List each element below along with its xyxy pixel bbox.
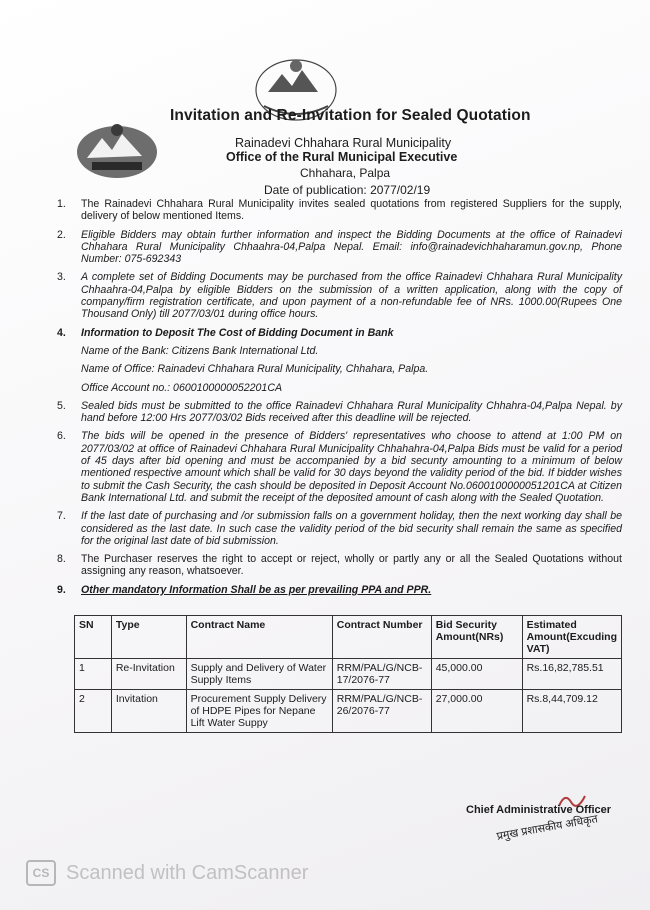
list-item: 1. The Rainadevi Chhahara Rural Municipality invites sealed quotations from registered Suppliers for the supply, delivery of below mentioned Items. [57, 198, 622, 223]
contracts-table [74, 615, 622, 733]
list-item: 5. Sealed bids must be submitted to the office Rainadevi Chhahara Rural Municipality Chhahra-04,Palpa Nepal. by hand before 12:00 Hrs 2077/03/02 Bids received after this deadline will be rejected. [57, 399, 622, 425]
table-cell: Rs.16,82,785.51 [522, 659, 621, 690]
office-location: Chhahara, Palpa [300, 166, 391, 180]
column-header: Type [111, 616, 186, 659]
publication-date: Date of publication: 2077/02/19 [264, 183, 431, 197]
emblem-icon [72, 120, 162, 182]
table-cell: 1 [75, 659, 112, 690]
signatory-title: Chief Administrative Officer [466, 804, 612, 816]
scanner-watermark [26, 860, 308, 886]
table-cell: Rs.8,44,709.12 [522, 690, 621, 733]
list-item: 3. A complete set of Bidding Documents may be purchased from the office Rainadevi Chhahara Rural Municipality Chhaahra-04,Palpa by eligible Bidders on the submission of a written application, along with the copy of company/firm registration certificate, and upon payment of a non-refundable fee of NRs. 1000.00(Rupees One Thousand Only) till 2077/03/01 during office hours. [57, 271, 622, 321]
list-item: 4. Information to Deposit The Cost of Bidding Document in Bank [57, 326, 394, 339]
bank-office-name: Name of Office: Rainadevi Chhahara Rural Municipality, Chhahara, Palpa. [81, 363, 429, 376]
stamp-text: प्रमुख प्रशासकीय अधिकृत [495, 813, 599, 843]
column-header: SN [75, 616, 112, 659]
list-item: 7. If the last date of purchasing and /or submission falls on a government holiday, then the next working day shall be considered as the last date. In such case the validity period of the bid security shall remain the same as specified for the original last date of bid submission. [57, 510, 622, 547]
list-item: 6. The bids will be opened in the presence of Bidders' representatives who choose to attend at 1:00 PM on 2077/03/02 at office of Rainadevi Chhahara Rural Municipality Chhahahra-04,Palpa Bids must be valid for a period of 45 days after bid opening and must be accompanied by a bid secunty amounting to a minimum of below mentioned respective amount which shall be valid for 30 days beyond the validity period of the bid. If bidder wishes to submit the Cash Security, the cash should be deposited in Deposit Account No.0600100000051201CA at Citizen Bank International Ltd. and submit the receipt of the deposited amount of cash along with the Sealed Quotation. [57, 430, 622, 504]
table-cell: 45,000.00 [431, 659, 522, 690]
bank-name: Name of the Bank: Citizens Bank International Ltd. [81, 344, 319, 357]
table-header-row [75, 616, 622, 659]
office-name: Office of the Rural Municipal Executive [226, 150, 458, 164]
table-cell: Supply and Delivery of Water Supply Items [186, 659, 332, 690]
list-item: 8. The Purchaser reserves the right to accept or reject, wholly or partly any or all the Sealed Quotations without assigning any reason, whatsoever. [57, 553, 622, 578]
list-item: 2. Eligible Bidders may obtain further information and inspect the Bidding Documents at the office of Rainadevi Chhahara Rural Municipality Chhaahra-04,Palpa Nepal. Email: info@rainadevichhaharamun.gov.np, Phone Number: 075-692343 [57, 228, 622, 266]
municipality-name: Rainadevi Chhahara Rural Municipality [235, 136, 452, 150]
document-title: Invitation and Re-Invitation for Sealed Quotation [170, 107, 531, 124]
column-header: Contract Name [186, 616, 332, 659]
table-cell: 27,000.00 [431, 690, 522, 733]
table-cell: Re-Invitation [111, 659, 186, 690]
table-cell: RRM/PAL/G/NCB-26/2076-77 [332, 690, 431, 733]
camscanner-logo-icon: CS [26, 860, 56, 886]
column-header: Bid Security Amount(NRs) [431, 616, 522, 659]
column-header: Contract Number [332, 616, 431, 659]
watermark-text: Scanned with CamScanner [66, 861, 309, 884]
notice-items [57, 198, 622, 602]
bank-account: Office Account no.: 0600100000052201CA [81, 381, 283, 394]
table-row [75, 690, 622, 733]
list-item: 9. Other mandatory Information Shall be as per prevailing PPA and PPR. [57, 583, 432, 596]
table-cell: RRM/PAL/G/NCB-17/2076-77 [332, 659, 431, 690]
table-row [75, 659, 622, 690]
table-cell: Invitation [111, 690, 186, 733]
table-cell: Procurement Supply Delivery of HDPE Pipes for Nepane Lift Water Suppy [186, 690, 332, 733]
column-header: Estimated Amount(Excuding VAT) [522, 616, 621, 659]
table-cell: 2 [75, 690, 112, 733]
